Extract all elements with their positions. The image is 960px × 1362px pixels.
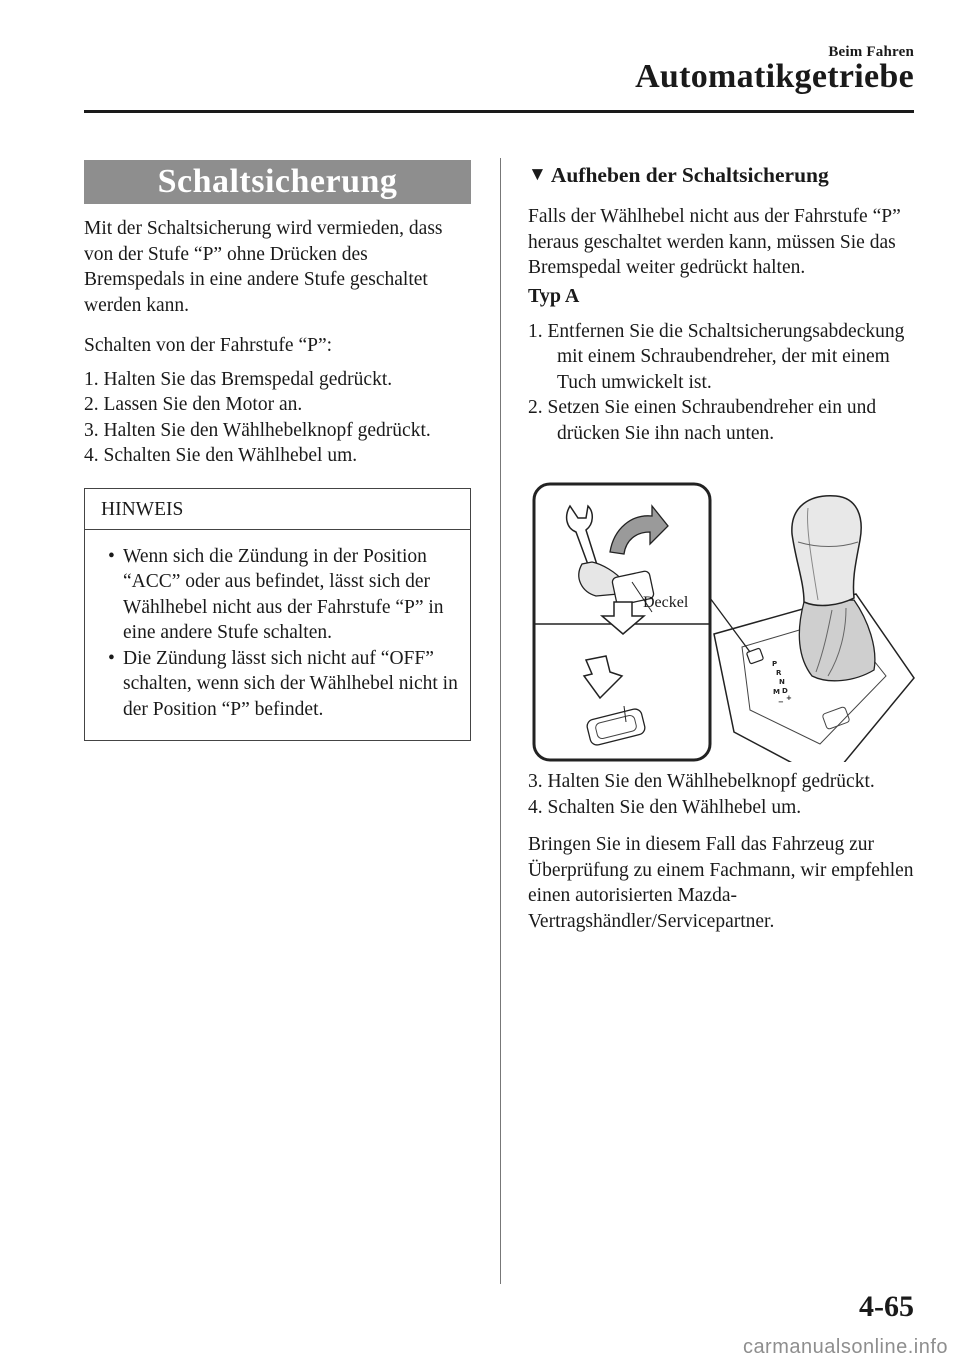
bullet-icon: • (108, 647, 115, 669)
illustration-svg (528, 482, 918, 762)
section-title: Schaltsicherung (84, 160, 471, 204)
gate-letter-r: R (776, 669, 782, 677)
cover-label: Deckel (643, 594, 689, 611)
release-paragraph: Falls der Wählhebel nicht aus der Fahrstufe “P” heraus geschaltet werden kann, müssen Sie das Bremspedal weiter gedrückt halten. (528, 206, 901, 278)
note-box (84, 488, 471, 742)
triangle-down-icon: ▼ (528, 164, 547, 185)
note-heading: HINWEIS (85, 489, 470, 530)
type-label: Typ A (528, 284, 580, 307)
release-steps (528, 319, 918, 447)
chapter-label: Beim Fahren (828, 44, 914, 60)
page-title: Automatikgetriebe (635, 58, 914, 95)
subsection-heading (528, 160, 918, 190)
list-item: 3. Halten Sie den Wählhebelknopf gedrückt. (84, 419, 431, 441)
shift-heading: Schalten von der Fahrstufe “P”: (84, 335, 333, 356)
list-item: 4. Schalten Sie den Wählhebel um. (528, 796, 802, 818)
gate-letter-p: P (772, 660, 778, 668)
note-item (99, 646, 462, 723)
closing-paragraph: Bringen Sie in diesem Fall das Fahrzeug zur Überprüfung zu einem Fachmann, wir empfehlen einen autorisierten Mazda-Vertragshändler/Servicepartner. (528, 834, 914, 932)
list-item: 1. Halten Sie das Bremspedal gedrückt. (84, 368, 393, 390)
page-number: 4-65 (859, 1290, 914, 1323)
note-item (99, 544, 462, 646)
subsection-heading-text: Aufheben der Schaltsicherung (550, 162, 829, 187)
header-rule (84, 110, 914, 113)
list-item: 4. Schalten Sie den Wählhebel um. (84, 445, 358, 466)
intro-paragraph: Mit der Schaltsicherung wird vermieden, dass von der Stufe “P” ohne Drücken des Bremspedals in eine andere Stufe geschaltet werden kann. (84, 218, 443, 316)
left-column (84, 160, 471, 741)
watermark: carmanualsonline.info (742, 1336, 948, 1358)
release-steps-continued (528, 769, 918, 820)
gate-letter-plus: + (786, 694, 792, 702)
note-item-text: Die Zündung lässt sich nicht auf “OFF” schalten, wenn sich der Wählhebel nicht in der Position “P” befindet. (123, 647, 458, 720)
list-item: 2. Setzen Sie einen Schraubendreher ein und drücken Sie ihn nach unten. (528, 397, 877, 444)
list-item: 2. Lassen Sie den Motor an. (84, 394, 303, 415)
list-item: 1. Entfernen Sie die Schaltsicherungsabdeckung mit einem Schraubendreher, der mit einem Tuch umwickelt ist. (528, 320, 905, 393)
right-column (528, 158, 918, 934)
note-item-text: Wenn sich die Zündung in der Position “ACC” oder aus befindet, lässt sich der Wählhebel nicht aus der Fahrstufe “P” in eine andere Stufe schalten. (123, 545, 444, 643)
shift-knob (792, 496, 861, 606)
note-body (85, 530, 470, 741)
column-divider (500, 158, 501, 1284)
list-item: 3. Halten Sie den Wählhebelknopf gedrückt. (528, 771, 875, 792)
gate-letter-d: D (782, 687, 788, 695)
gate-letter-n: N (779, 678, 785, 686)
shift-steps (84, 367, 471, 469)
shift-lock-illustration (528, 482, 918, 762)
gate-letter-minus: − (778, 698, 784, 706)
gate-letter-m: M (773, 688, 780, 696)
bullet-icon: • (108, 545, 115, 567)
